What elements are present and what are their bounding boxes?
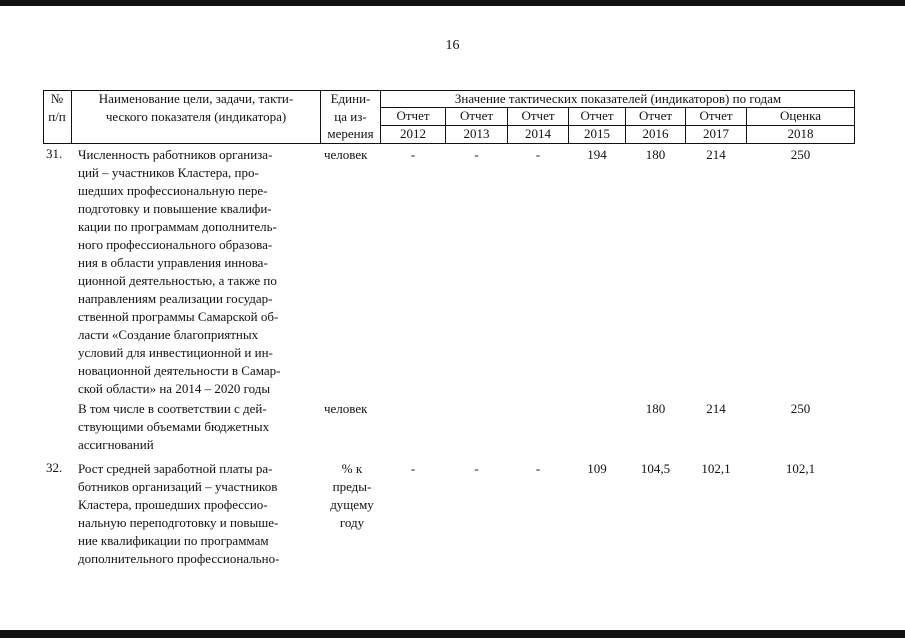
value-2016: 104,5 bbox=[640, 461, 671, 476]
row-unit: человек bbox=[324, 147, 368, 162]
hdr-name-1: Наименование цели, задачи, такти- bbox=[98, 91, 294, 106]
bottom-border bbox=[0, 630, 905, 638]
desc-line: нальную переподготовку и повыше- bbox=[78, 515, 279, 530]
hdr-values-title: Значение тактических показателей (индикаторов) по годам bbox=[454, 91, 782, 106]
row-description bbox=[78, 146, 318, 398]
unit-line: % к bbox=[341, 461, 363, 476]
hdr-year-label: Отчет bbox=[396, 108, 430, 123]
hdr-no2: п/п bbox=[48, 109, 66, 124]
value-2018: 102,1 bbox=[785, 461, 816, 476]
top-border bbox=[0, 0, 905, 6]
hdr-unit-3: мерения bbox=[327, 126, 374, 141]
hdr-year-label: Отчет bbox=[580, 108, 614, 123]
row-number: 32. bbox=[46, 460, 63, 475]
hdr-no: № bbox=[50, 91, 64, 106]
value-2017: 102,1 bbox=[701, 461, 731, 476]
desc-line: ской области» на 2014 – 2020 годы bbox=[78, 381, 271, 396]
desc-line: шедших профессиональную пере- bbox=[78, 183, 268, 198]
desc-line: ния в области управления иннова- bbox=[78, 255, 268, 270]
desc-line: Кластера, прошедших профессио- bbox=[78, 497, 268, 512]
hdr-year: 2012 bbox=[400, 126, 426, 141]
hdr-unit-2: ца из- bbox=[334, 109, 367, 124]
desc-line: ласти «Создание благоприятных bbox=[78, 327, 259, 342]
desc-line: направлениям реализации государ- bbox=[78, 291, 273, 306]
value-2015: 109 bbox=[587, 461, 607, 476]
value-2017: 214 bbox=[706, 147, 726, 162]
desc-line: ционной деятельностью, а также по bbox=[78, 273, 277, 288]
hdr-name-2: ческого показателя (индикатора) bbox=[105, 109, 287, 124]
hdr-year: 2015 bbox=[584, 126, 610, 141]
row-unit: человек bbox=[324, 401, 368, 416]
desc-line: дополнительного профессионально- bbox=[78, 551, 280, 566]
value-2017: 214 bbox=[706, 401, 726, 416]
hdr-year-label: Отчет bbox=[699, 108, 733, 123]
value-2014: - bbox=[535, 461, 541, 476]
desc-line: В том числе в соответствии с дей- bbox=[78, 401, 267, 416]
row-description bbox=[78, 400, 318, 454]
desc-line: условий для инвестиционной и ин- bbox=[78, 345, 273, 360]
hdr-year-label: Отчет bbox=[459, 108, 494, 123]
hdr-year: 2016 bbox=[642, 126, 669, 141]
desc-line: ние квалификации по программам bbox=[78, 533, 269, 548]
value-2012: - bbox=[410, 147, 416, 162]
value-2016: 180 bbox=[645, 401, 666, 416]
desc-line: Рост средней заработной платы ра- bbox=[78, 461, 273, 476]
row-unit bbox=[324, 460, 380, 532]
hdr-year-label: Отчет bbox=[521, 108, 555, 123]
value-2014: - bbox=[535, 147, 541, 162]
value-2018: 250 bbox=[790, 401, 811, 416]
row-number: 31. bbox=[46, 146, 63, 161]
hdr-year: 2018 bbox=[787, 126, 814, 141]
unit-line: преды- bbox=[332, 479, 372, 494]
hdr-year-label: Отчет bbox=[638, 108, 673, 123]
hdr-year-label: Оценка bbox=[780, 108, 821, 123]
table-header bbox=[43, 90, 855, 144]
hdr-unit-1: Едини- bbox=[330, 91, 371, 106]
hdr-year: 2017 bbox=[703, 126, 729, 141]
desc-line: кации по программам дополнитель- bbox=[78, 219, 277, 234]
desc-line: ствующими объемами бюджетных bbox=[78, 419, 270, 434]
desc-line: ного профессионального образова- bbox=[78, 237, 273, 252]
value-2012: - bbox=[410, 461, 416, 476]
row-description bbox=[78, 460, 318, 568]
unit-line: году bbox=[339, 515, 365, 530]
value-2018: 250 bbox=[790, 147, 811, 162]
desc-line: ций – участников Кластера, про- bbox=[78, 165, 259, 180]
desc-line: ботников организаций – участников bbox=[78, 479, 278, 494]
desc-line: ственной программы Самарской об- bbox=[78, 309, 279, 324]
hdr-vline bbox=[71, 90, 72, 144]
hdr-line-bottom bbox=[43, 143, 855, 144]
desc-line: ассигнований bbox=[78, 437, 154, 452]
unit-line: дущему bbox=[330, 497, 374, 512]
value-2016: 180 bbox=[645, 147, 666, 162]
desc-line: Численность работников организа- bbox=[78, 147, 273, 162]
desc-line: новационной деятельности в Самар- bbox=[78, 363, 281, 378]
value-2013: - bbox=[474, 147, 479, 162]
value-2015: 194 bbox=[587, 147, 607, 162]
hdr-year: 2014 bbox=[525, 126, 551, 141]
desc-line: подготовку и повышение квалифи- bbox=[78, 201, 272, 216]
page-number: 16 bbox=[445, 38, 460, 53]
hdr-year: 2013 bbox=[463, 126, 490, 141]
value-2013: - bbox=[474, 461, 479, 476]
